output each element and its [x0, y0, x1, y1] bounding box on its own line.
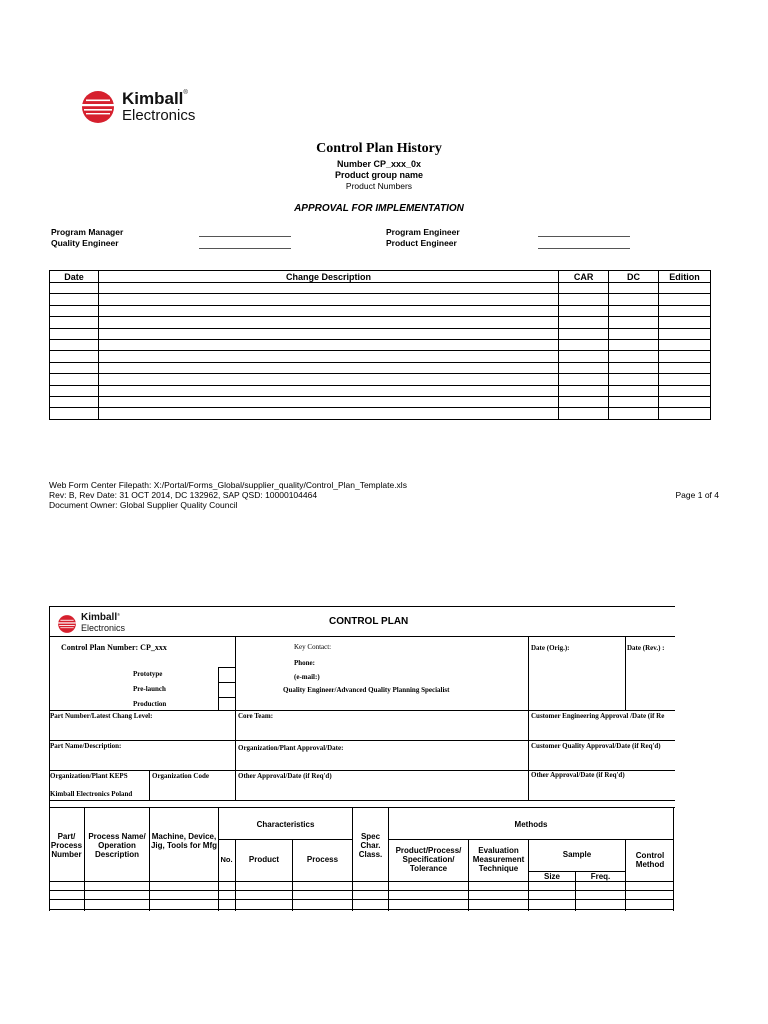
table-cell[interactable]: [659, 362, 711, 373]
footer-filepath: Web Form Center Filepath: X:/Portal/Forms_Global/supplier_quality/Control_Plan_Template.xls: [49, 480, 407, 490]
col-process: Process: [306, 855, 339, 864]
org-code-label: Organization Code: [152, 772, 209, 780]
kimball-logo-icon: [80, 89, 116, 125]
table-row: [50, 305, 711, 316]
col-car: CAR: [559, 271, 609, 283]
date-orig-label: Date (Orig.):: [531, 644, 570, 652]
role-quality-engineer: Quality Engineer: [51, 238, 119, 248]
table-cell[interactable]: [659, 374, 711, 385]
table-cell[interactable]: [50, 339, 99, 350]
table-cell[interactable]: [98, 362, 558, 373]
table-row: [50, 339, 711, 350]
table-cell[interactable]: [659, 396, 711, 407]
signature-line-program-manager[interactable]: [199, 226, 291, 237]
table-cell[interactable]: [98, 328, 558, 339]
table-cell[interactable]: [609, 283, 659, 294]
logo-brand-top: Kimball: [122, 89, 184, 108]
table-row: [50, 317, 711, 328]
core-team-label: Core Team:: [238, 712, 274, 720]
qe-aqps-label: Quality Engineer/Advanced Quality Planning Specialist: [283, 686, 450, 694]
col-edition: Edition: [659, 271, 711, 283]
col-pps-tolerance: Product/Process/ Specification/ Tolerance: [395, 846, 462, 873]
table-cell[interactable]: [98, 283, 558, 294]
plant-name: Kimball Electronics Poland: [50, 790, 133, 798]
org-plant-approval-label: Organization/Plant Approval/Date:: [238, 744, 344, 752]
footer-rev: Rev: B, Rev Date: 31 OCT 2014, DC 132962, SAP QSD: 10000104464: [49, 490, 318, 500]
table-cell[interactable]: [659, 317, 711, 328]
table-cell[interactable]: [609, 408, 659, 419]
footer-owner: Document Owner: Global Supplier Quality Council: [49, 500, 238, 510]
control-plan-title: CONTROL PLAN: [329, 616, 409, 627]
prototype-checkbox[interactable]: [218, 667, 235, 682]
table-cell[interactable]: [659, 283, 711, 294]
control-plan-form: [49, 606, 675, 911]
page-title: Control Plan History: [316, 141, 442, 156]
role-program-engineer: Program Engineer: [386, 227, 460, 237]
table-cell[interactable]: [559, 294, 609, 305]
col-evaluation: Evaluation Measurement Technique: [472, 846, 525, 873]
key-contact-label: Key Contact:: [294, 643, 332, 651]
role-program-manager: Program Manager: [51, 227, 124, 237]
table-cell[interactable]: [659, 408, 711, 419]
table-cell[interactable]: [609, 328, 659, 339]
table-cell[interactable]: [98, 339, 558, 350]
table-cell[interactable]: [98, 396, 558, 407]
table-cell[interactable]: [659, 385, 711, 396]
cust-eng-approval-label: Customer Engineering Approval /Date (if Re: [531, 712, 665, 720]
col-spec-char-class: Spec Char. Class.: [358, 832, 383, 859]
org-plant-keps-label: Organization/Plant KEPS: [50, 772, 128, 780]
table-cell[interactable]: [659, 294, 711, 305]
cp-number-label: Control Plan Number: CP_xxx: [61, 643, 167, 652]
table-cell[interactable]: [98, 294, 558, 305]
product-numbers: Product Numbers: [345, 181, 413, 191]
col-no: No.: [220, 855, 233, 864]
cp-logo-reg-mark: ®: [117, 612, 121, 617]
table-cell[interactable]: [50, 408, 99, 419]
cust-quality-approval-label: Customer Quality Approval/Date (if Req'd): [531, 742, 661, 750]
table-cell[interactable]: [559, 339, 609, 350]
signature-line-quality-engineer[interactable]: [199, 238, 291, 249]
other-approval-2-label: Other Approval/Date (if Req'd): [531, 771, 625, 779]
table-cell[interactable]: [559, 317, 609, 328]
cp-number: Number CP_xxx_0x: [336, 159, 422, 169]
table-cell[interactable]: [50, 305, 99, 316]
table-cell[interactable]: [609, 396, 659, 407]
approval-heading: APPROVAL FOR IMPLEMENTATION: [294, 203, 464, 214]
col-dc: DC: [609, 271, 659, 283]
table-cell[interactable]: [98, 305, 558, 316]
table-row: [50, 408, 711, 419]
date-rev-label: Date (Rev.) :: [627, 644, 665, 652]
col-machine-device: Machine, Device, Jig, Tools for Mfg: [150, 832, 218, 850]
control-plan-logo: [57, 613, 147, 635]
table-cell[interactable]: [50, 328, 99, 339]
col-characteristics: Characteristics: [256, 820, 315, 829]
col-control-method: Control Method: [635, 851, 665, 869]
history-header-row: [50, 271, 711, 283]
table-row: [50, 362, 711, 373]
table-row: [50, 294, 711, 305]
col-change-description: Change Description: [98, 271, 558, 283]
logo-brand-bottom: Electronics: [122, 107, 196, 124]
table-cell[interactable]: [98, 317, 558, 328]
history-table: [49, 270, 711, 420]
signature-line-product-engineer[interactable]: [538, 238, 630, 249]
col-part-process-number: Part/ Process Number: [50, 832, 83, 859]
signature-line-program-engineer[interactable]: [538, 226, 630, 237]
table-cell[interactable]: [609, 339, 659, 350]
phone-label: Phone:: [294, 659, 315, 667]
table-cell[interactable]: [50, 283, 99, 294]
table-row: [50, 283, 711, 294]
cp-logo-brand-bottom: Electronics: [81, 623, 126, 633]
table-cell[interactable]: [609, 317, 659, 328]
company-logo: [80, 89, 220, 125]
table-cell[interactable]: [50, 294, 99, 305]
col-product: Product: [248, 855, 280, 864]
prelaunch-checkbox[interactable]: [218, 682, 235, 697]
table-cell[interactable]: [98, 374, 558, 385]
col-date: Date: [50, 271, 99, 283]
production-checkbox[interactable]: [218, 697, 235, 711]
table-cell[interactable]: [50, 385, 99, 396]
table-cell[interactable]: [559, 362, 609, 373]
part-name-label: Part Name/Description:: [50, 742, 122, 750]
table-cell[interactable]: [559, 305, 609, 316]
table-cell[interactable]: [559, 374, 609, 385]
table-cell[interactable]: [98, 408, 558, 419]
table-cell[interactable]: [559, 408, 609, 419]
footer-page-number: Page 1 of 4: [675, 490, 719, 500]
table-cell[interactable]: [659, 305, 711, 316]
table-cell[interactable]: [50, 317, 99, 328]
col-freq: Freq.: [590, 872, 611, 881]
table-cell[interactable]: [609, 351, 659, 362]
table-row: [50, 351, 711, 362]
other-approval-1-label: Other Approval/Date (if Req'd): [238, 772, 332, 780]
table-cell[interactable]: [50, 396, 99, 407]
table-row: [50, 374, 711, 385]
table-row: [50, 385, 711, 396]
col-size: Size: [543, 872, 560, 881]
table-row: [50, 396, 711, 407]
kimball-logo-small-icon: [57, 614, 77, 634]
table-cell[interactable]: [609, 305, 659, 316]
email-label: (e-mail:): [294, 673, 320, 681]
table-cell[interactable]: [98, 385, 558, 396]
table-cell[interactable]: [559, 328, 609, 339]
col-methods: Methods: [514, 820, 548, 829]
product-group: Product group name: [334, 170, 423, 180]
table-row: [50, 328, 711, 339]
table-cell[interactable]: [659, 328, 711, 339]
table-cell[interactable]: [609, 362, 659, 373]
table-cell[interactable]: [50, 351, 99, 362]
table-cell[interactable]: [98, 351, 558, 362]
table-cell[interactable]: [559, 351, 609, 362]
table-cell[interactable]: [50, 374, 99, 385]
role-product-engineer: Product Engineer: [386, 238, 457, 248]
table-cell[interactable]: [50, 362, 99, 373]
prototype-label: Prototype: [133, 670, 163, 678]
table-cell[interactable]: [559, 283, 609, 294]
prelaunch-label: Pre-launch: [133, 685, 166, 693]
table-cell[interactable]: [659, 339, 711, 350]
cp-logo-brand-top: Kimball: [81, 612, 118, 623]
production-label: Production: [133, 700, 167, 708]
table-cell[interactable]: [559, 385, 609, 396]
table-cell[interactable]: [559, 396, 609, 407]
table-cell[interactable]: [609, 374, 659, 385]
table-cell[interactable]: [659, 351, 711, 362]
col-sample: Sample: [562, 850, 592, 859]
part-number-label: Part Number/Latest Chang Level:: [50, 712, 153, 720]
table-cell[interactable]: [609, 385, 659, 396]
logo-reg-mark: ®: [183, 90, 188, 96]
table-cell[interactable]: [609, 294, 659, 305]
col-process-name: Process Name/ Operation Description: [88, 832, 146, 859]
